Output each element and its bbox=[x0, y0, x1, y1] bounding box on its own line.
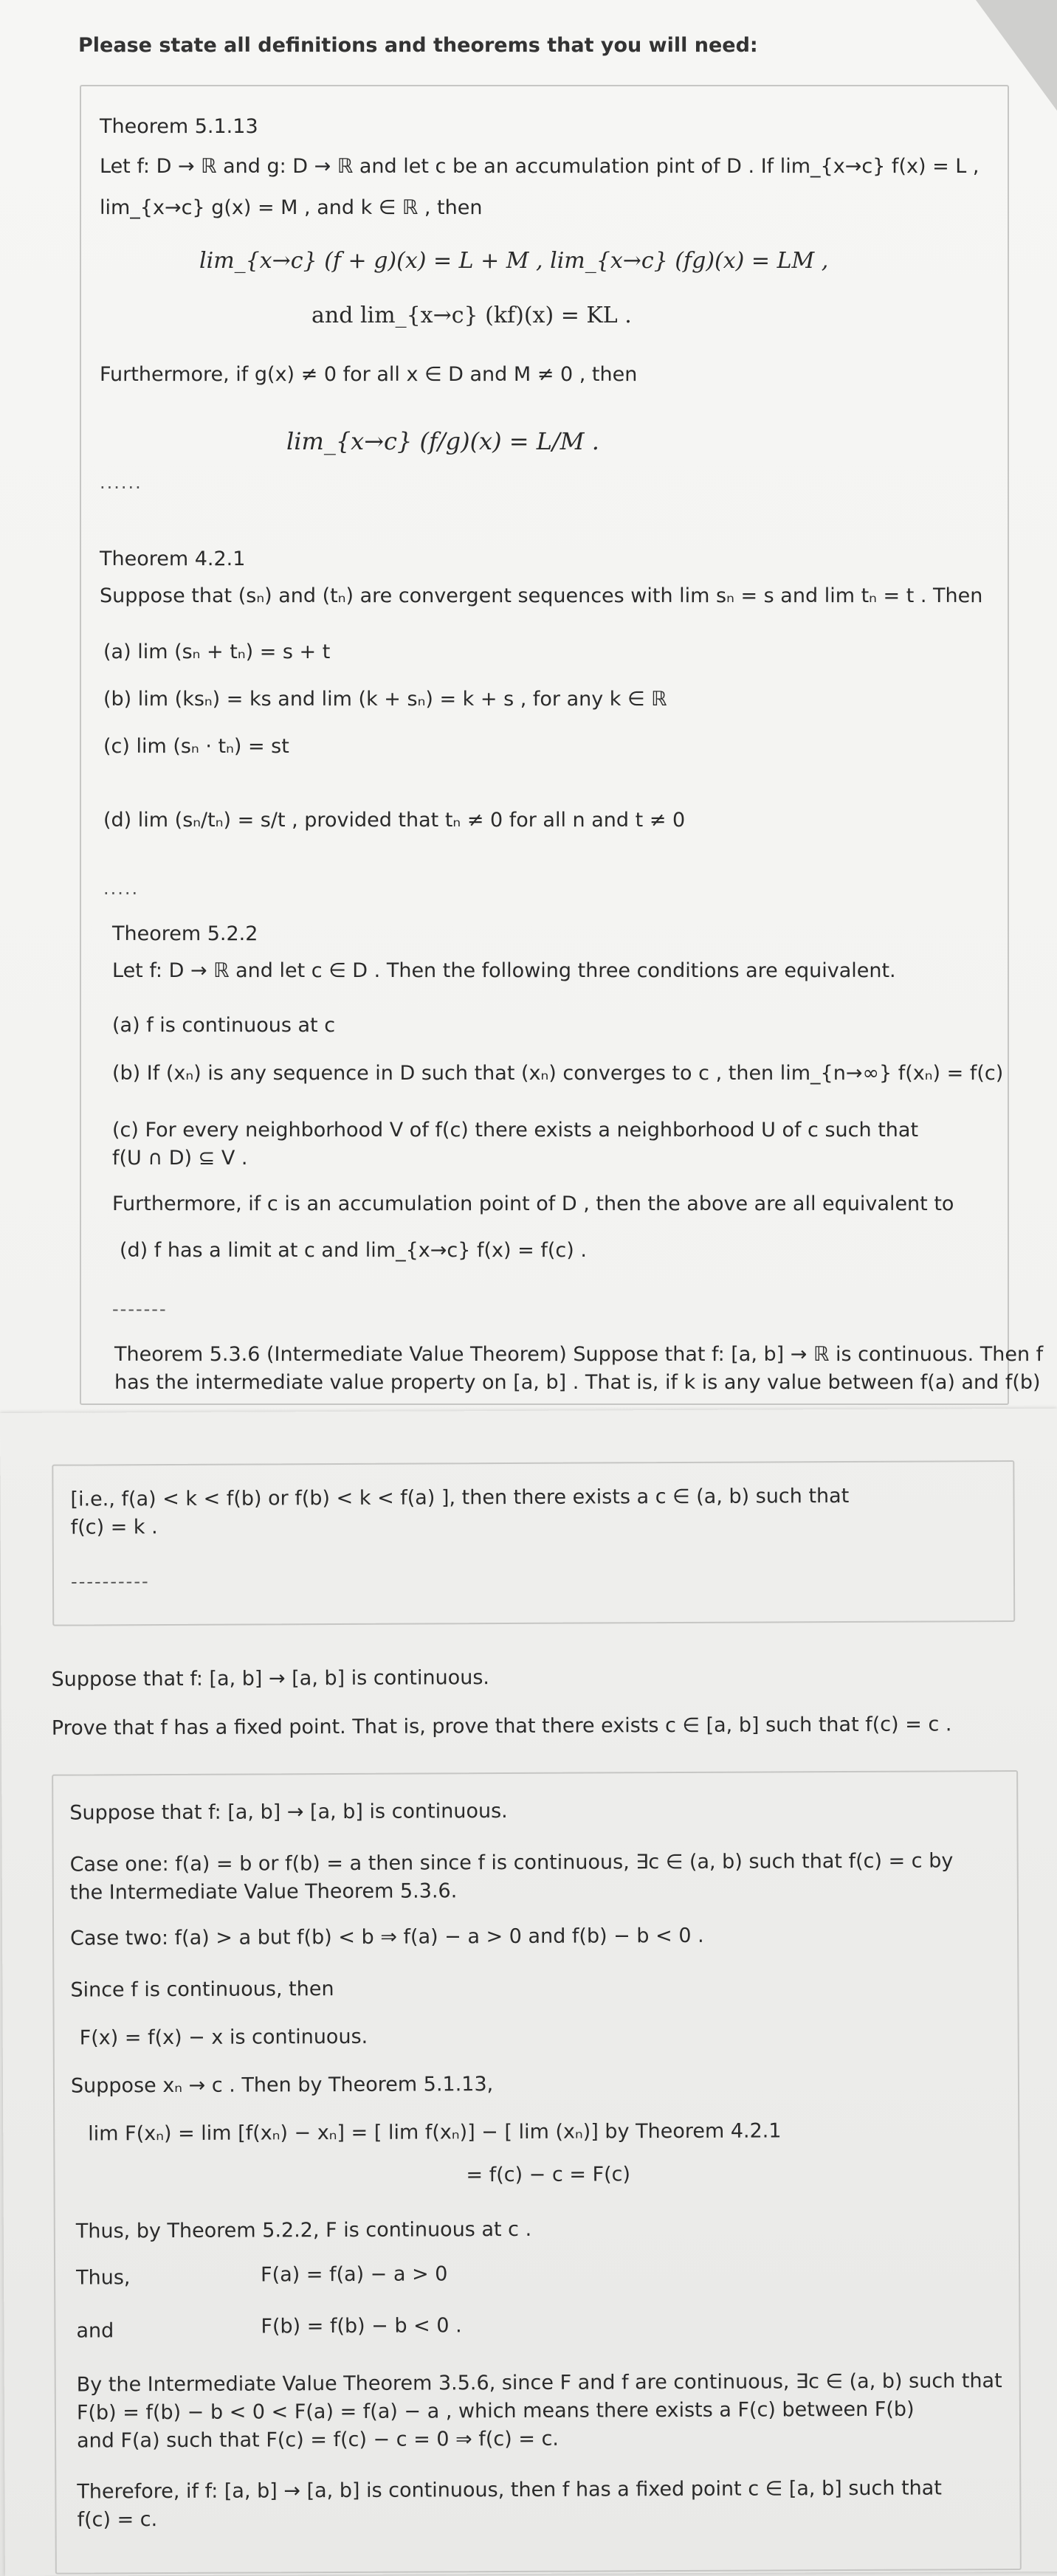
theorem-5-1-13-eq1: lim_{x→c} (f + g)(x) = L + M , lim_{x→c} (fg)(x) = LM , bbox=[199, 248, 829, 274]
proof-case-two: Case two: f(a) > a but f(b) < b ⇒ f(a) − a > 0 and f(b) − b < 0 . bbox=[70, 1924, 704, 1950]
theorem-5-1-13-line1: Let f: D → ℝ and g: D → ℝ and let c be an accumulation pint of D . If lim_{x→c} f(x) = L , bbox=[100, 155, 979, 178]
proof-define-F: F(x) = f(x) − x is continuous. bbox=[79, 2025, 368, 2050]
proof-line-1: Suppose that f: [a, b] → [a, b] is continuous. bbox=[69, 1800, 508, 1825]
proof-ivt-line1: By the Intermediate Value Theorem 3.5.6, since F and f are continuous, ∃c ∈ (a, b) such that bbox=[76, 2369, 1002, 2397]
proof-ivt-line3: and F(a) such that F(c) = f(c) − c = 0 ⇒ f(c) = c. bbox=[77, 2427, 560, 2453]
theorem-4-2-1-part-c: (c) lim (sₙ · tₙ) = st bbox=[103, 735, 289, 758]
separator-dashes-2: ---------- bbox=[70, 1571, 150, 1592]
theorem-5-3-6-line4: f(c) = k . bbox=[70, 1516, 158, 1539]
theorem-5-2-2-part-c1: (c) For every neighborhood V of f(c) there exists a neighborhood U of c such that bbox=[112, 1119, 919, 1142]
theorem-5-3-6-line1: Theorem 5.3.6 (Intermediate Value Theorem) Suppose that f: [a, b] → ℝ is continuous. Then f bbox=[114, 1343, 1044, 1366]
proof-F-b-negative: F(b) = f(b) − b < 0 . bbox=[261, 2314, 462, 2338]
theorem-4-2-1-intro: Suppose that (sₙ) and (tₙ) are convergent sequences with lim sₙ = s and lim tₙ = t . Then bbox=[100, 584, 983, 607]
theorem-5-2-2-part-b: (b) If (xₙ) is any sequence in D such that (xₙ) converges to c , then lim_{n→∞} f(xₙ) = f(c) bbox=[112, 1062, 1004, 1085]
proof-ivt-line2: F(b) = f(b) − b < 0 < F(a) = f(a) − a , which means there exists a F(c) between F(b) bbox=[76, 2397, 915, 2425]
theorem-5-2-2-part-a: (a) f is continuous at c bbox=[112, 1014, 336, 1037]
proof-limit-line: lim F(xₙ) = lim [f(xₙ) − xₙ] = [ lim f(xₙ)] − [ lim (xₙ)] by Theorem 4.2.1 bbox=[88, 2119, 782, 2146]
proof-conclusion-line2: f(c) = c. bbox=[77, 2508, 158, 2532]
proof-case-one-line2: the Intermediate Value Theorem 5.3.6. bbox=[69, 1879, 458, 1905]
proof-F-a-positive: F(a) = f(a) − a > 0 bbox=[261, 2262, 448, 2287]
separator-dots-2: ..... bbox=[103, 878, 140, 899]
theorem-5-3-6-line2: has the intermediate value property on [a, b] . That is, if k is any value between f(a) and f(b) bbox=[114, 1371, 1041, 1394]
instruction-heading: Please state all definitions and theorems that you will need: bbox=[78, 34, 758, 57]
theorem-5-1-13-line3: Furthermore, if g(x) ≠ 0 for all x ∈ D and M ≠ 0 , then bbox=[100, 363, 638, 386]
theorem-4-2-1-part-a: (a) lim (sₙ + tₙ) = s + t bbox=[103, 640, 331, 663]
theorem-5-1-13-eq3: lim_{x→c} (f/g)(x) = L/M . bbox=[286, 427, 599, 455]
problem-line1: Suppose that f: [a, b] → [a, b] is continuous. bbox=[51, 1666, 490, 1691]
theorem-5-2-2-part-d: (d) f has a limit at c and lim_{x→c} f(x) = f(c) . bbox=[120, 1239, 587, 1262]
proof-F-continuous: Thus, by Theorem 5.2.2, F is continuous at c . bbox=[75, 2217, 532, 2243]
problem-line2: Prove that f has a fixed point. That is, prove that there exists c ∈ [a, b] such that f(c) = c . bbox=[51, 1713, 952, 1740]
separator-dashes-1: ------- bbox=[112, 1299, 168, 1319]
separator-dots-1: ...... bbox=[100, 472, 142, 493]
theorem-4-2-1-title: Theorem 4.2.1 bbox=[100, 548, 246, 570]
proof-since-continuous: Since f is continuous, then bbox=[70, 1978, 334, 2002]
lower-paper-sheet bbox=[0, 1409, 1057, 2576]
theorem-5-2-2-intro: Let f: D → ℝ and let c ∈ D . Then the following three conditions are equivalent. bbox=[112, 959, 896, 982]
proof-conclusion-line1: Therefore, if f: [a, b] → [a, b] is continuous, then f has a fixed point c ∈ [a, b] such that bbox=[77, 2476, 942, 2504]
theorem-5-2-2-title: Theorem 5.2.2 bbox=[112, 922, 258, 945]
proof-thus-label: Thus, bbox=[76, 2266, 131, 2290]
theorem-5-2-2-part-c2: f(U ∩ D) ⊆ V . bbox=[112, 1147, 248, 1170]
theorem-5-1-13-eq2: and lim_{x→c} (kf)(x) = KL . bbox=[311, 303, 632, 328]
theorem-4-2-1-part-d: (d) lim (sₙ/tₙ) = s/t , provided that tₙ ≠ 0 for all n and t ≠ 0 bbox=[103, 809, 686, 832]
proof-and-label: and bbox=[76, 2319, 114, 2343]
theorem-5-2-2-further: Furthermore, if c is an accumulation point of D , then the above are all equivalent to bbox=[112, 1192, 954, 1215]
theorem-5-3-6-line3: [i.e., f(a) < k < f(b) or f(b) < k < f(a) ], then there exists a c ∈ (a, b) such that bbox=[70, 1484, 850, 1511]
proof-suppose-sequence: Suppose xₙ → c . Then by Theorem 5.1.13, bbox=[70, 2073, 494, 2098]
theorem-5-1-13-line2: lim_{x→c} g(x) = M , and k ∈ ℝ , then bbox=[100, 196, 483, 219]
proof-case-one-line1: Case one: f(a) = b or f(b) = a then since f is continuous, ∃c ∈ (a, b) such that f(c) = c by bbox=[69, 1849, 954, 1876]
proof-limit-result: = f(c) − c = F(c) bbox=[466, 2163, 631, 2187]
theorem-5-1-13-title: Theorem 5.1.13 bbox=[100, 115, 258, 138]
theorem-4-2-1-part-b: (b) lim (ksₙ) = ks and lim (k + sₙ) = k + s , for any k ∈ ℝ bbox=[103, 688, 667, 711]
